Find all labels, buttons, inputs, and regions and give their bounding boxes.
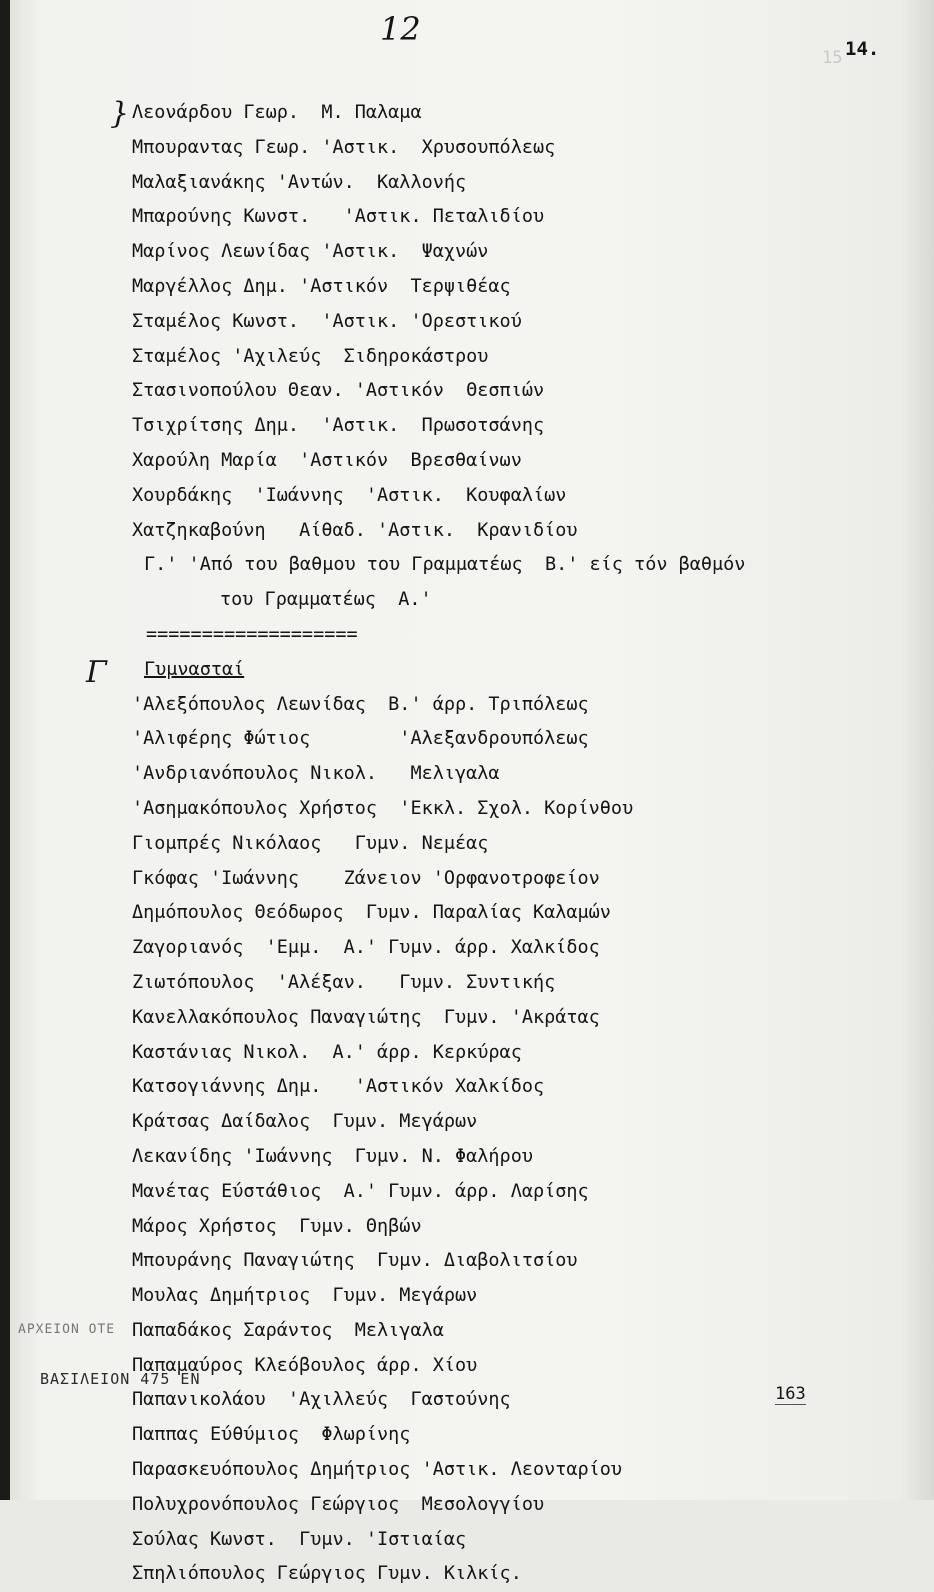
list-item: Κατσογιάννης Δημ. 'Αστικόν Χαλκίδος [132, 1076, 545, 1098]
list-item: Παπαμαύρος Κλεόβουλος άρρ. Χίου [132, 1354, 478, 1376]
handwritten-number: 12 [380, 10, 421, 48]
list-item: Παπαδάκος Σαράντος Μελιγαλα [132, 1319, 444, 1341]
list-item: Κράτσας Δαίδαλος Γυμν. Μεγάρων [132, 1111, 478, 1133]
list-item: Μπουραντας Γεωρ. 'Αστικ. Χρυσουπόλεως [132, 136, 556, 158]
list-item: 'Αλιφέρης Φώτιος 'Αλεξανδρουπόλεως [132, 728, 589, 750]
document-body [132, 96, 892, 1592]
list-item: Κανελλακόπουλος Παναγιώτης Γυμν. 'Ακράτας [132, 1006, 600, 1028]
list-item: Δημόπουλος Θεόδωρος Γυμν. Παραλίας Καλαμών [132, 902, 611, 924]
list-item: 'Αλεξόπουλος Λεωνίδας Β.' άρρ. Τριπόλεως [132, 693, 589, 715]
list-item: Τσιχρίτσης Δημ. 'Αστικ. Πρωσοτσάνης [132, 415, 545, 437]
list-item: Μανέτας Εύστάθιος Α.' Γυμν. άρρ. Λαρίσης [132, 1180, 589, 1202]
list-item: 'Ανδριανόπουλος Νικολ. Μελιγαλα [132, 763, 500, 785]
list-item: Λεκανίδης 'Ιωάννης Γυμν. Ν. Φαλήρου [132, 1145, 533, 1167]
list-item: Μπαρούνης Κωνστ. 'Αστικ. Πεταλιδίου [132, 206, 545, 228]
list-item: Παππας Εύθύμιος Φλωρίνης [132, 1424, 411, 1446]
list-item: Παπανικολάου 'Αχιλλεύς Γαστούνης [132, 1389, 511, 1411]
list-item: 'Ασημακόπουλος Χρήστος 'Εκκλ. Σχολ. Κορίνθου [132, 797, 634, 819]
list-item: Σούλας Κωνστ. Γυμν. 'Ιστιαίας [132, 1528, 467, 1550]
list-item: Μουλας Δημήτριος Γυμν. Μεγάρων [132, 1285, 478, 1307]
list-item: Μαργέλλος Δημ. 'Αστικόν Τερψιθέας [132, 275, 511, 297]
margin-brace-mark: } [110, 96, 130, 131]
list-item: Παρασκευόπουλος Δημήτριος 'Αστικ. Λεονταρίου [132, 1459, 623, 1481]
page-number-ghost: 15 [822, 48, 843, 68]
section-rule: =================== [146, 623, 358, 645]
list-item: Χαρούλη Μαρία 'Αστικόν Βρεσθαίνων [132, 449, 522, 471]
list-item: Ζιωτόπουλος 'Αλέξαν. Γυμν. Συντικής [132, 971, 556, 993]
archive-stamp-faint: ΑΡΧΕΙΟΝ ΟΤΕ [18, 1322, 116, 1337]
list-item: Ζαγοριανός 'Εμμ. Α.' Γυμν. άρρ. Χαλκίδος [132, 937, 600, 959]
list-item: Χατζηκαβούνη Αίθαδ. 'Αστικ. Κρανιδίου [132, 519, 578, 541]
list-item: Μάρος Χρήστος Γυμν. Θηβών [132, 1215, 422, 1237]
list-item: Μαλαξιανάκης 'Αντών. Καλλονής [132, 171, 467, 193]
list-item: Πολυχρονόπουλος Γεώργιος Μεσολογγίου [132, 1493, 545, 1515]
list-item: Γιομπρές Νικόλαος Γυμν. Νεμέας [132, 832, 489, 854]
list-item: Στασινοπούλου Θεαν. 'Αστικόν Θεσπιών [132, 380, 545, 402]
section-title-continued: του Γραμματέως Α.' [220, 589, 432, 611]
section-title: Γ.' 'Από του βαθμου του Γραμματέως Β.' είς τόν βαθμόν [144, 554, 746, 576]
list-item: Σπηλιόπουλος Γεώργιος Γυμν. Κιλκίς. [132, 1563, 522, 1585]
list-item: Μαρίνος Λεωνίδας 'Αστικ. Ψαχνών [132, 241, 489, 263]
list-item: Χουρδάκης 'Ιωάννης 'Αστικ. Κουφαλίων [132, 484, 567, 506]
scan-edge [0, 0, 10, 1500]
section-heading: Γυμνασταί [144, 658, 245, 680]
list-item: Μπουράνης Παναγιώτης Γυμν. Διαβολιτσίου [132, 1250, 578, 1272]
page-number: 14. [845, 38, 880, 60]
folio-number: 163 [775, 1384, 806, 1404]
list-item: Λεονάρδου Γεωρ. Μ. Παλαμα [132, 102, 422, 123]
margin-section-mark: Γ [86, 655, 107, 690]
list-item: Σταμέλος Κωνστ. 'Αστικ. 'Ορεστικού [132, 310, 522, 332]
list-item: Σταμέλος 'Αχιλεύς Σιδηροκάστρου [132, 345, 489, 367]
list-item: Καστάνιας Νικολ. Α.' άρρ. Κερκύρας [132, 1041, 522, 1063]
list-item: Γκόφας 'Ιωάννης Ζάνειον 'Ορφανοτροφείον [132, 867, 600, 889]
archive-stamp: ΒΑΣΙΛΕΙΟΝ 475 ΕΝ [40, 1370, 201, 1388]
